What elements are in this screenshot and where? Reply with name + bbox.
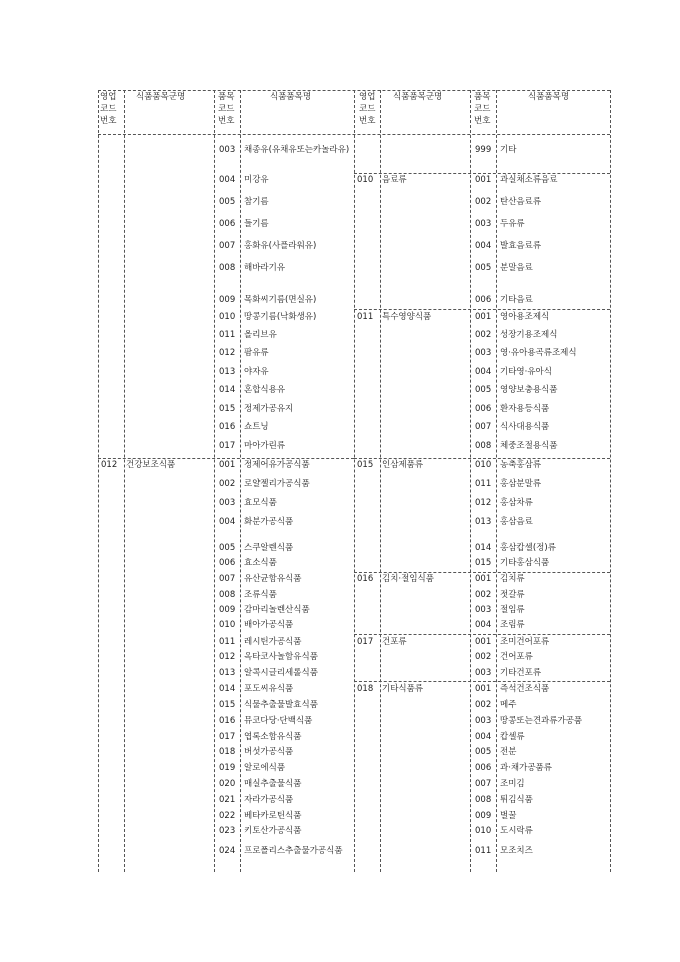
item-code: 011 — [219, 637, 236, 647]
item-code: 012 — [219, 348, 236, 358]
item-code: 014 — [219, 684, 236, 694]
item-name: 발효음료류 — [500, 241, 542, 251]
group-name: 특수영양식품 — [382, 312, 432, 322]
item-name: 전분 — [500, 747, 517, 757]
item-code: 007 — [219, 574, 236, 584]
item-code: 003 — [475, 348, 492, 358]
item-code: 016 — [219, 716, 236, 726]
item-code: 022 — [219, 811, 236, 821]
item-name: 식물추출물발효식품 — [244, 700, 318, 710]
item-name: 올리브유 — [244, 330, 277, 340]
item-name: 기타 — [500, 145, 517, 155]
item-name: 젓갈류 — [500, 590, 525, 600]
item-code: 006 — [475, 763, 492, 773]
item-name: 과실채소류음료 — [500, 175, 558, 185]
header-code-line1: 영업 — [359, 92, 376, 102]
item-name: 미강유 — [244, 175, 269, 185]
column-divider — [496, 90, 497, 872]
item-name: 엽록소함유식품 — [244, 732, 302, 742]
item-code: 007 — [219, 241, 236, 251]
item-code: 007 — [475, 779, 492, 789]
item-code: 014 — [219, 385, 236, 395]
group-separator — [354, 309, 610, 310]
item-name: 홍화유(사플라워유) — [244, 241, 317, 251]
item-name: 기타홍삼식품 — [500, 558, 550, 568]
item-code: 020 — [219, 779, 236, 789]
item-name: 효모식품 — [244, 498, 277, 508]
item-code: 011 — [219, 330, 236, 340]
header-item-code-line3: 번호 — [474, 116, 491, 126]
item-name: 혼합식용유 — [244, 385, 286, 395]
item-name: 조림류 — [500, 620, 525, 630]
item-name: 자라가공식품 — [244, 795, 294, 805]
header-code-line3: 번호 — [359, 116, 376, 126]
item-code: 006 — [219, 219, 236, 229]
item-code: 011 — [475, 846, 492, 856]
item-code: 010 — [475, 460, 492, 470]
item-name: 버섯가공식품 — [244, 747, 294, 757]
item-code: 004 — [475, 241, 492, 251]
item-name: 들기름 — [244, 219, 269, 229]
item-name: 베타카로틴식품 — [244, 811, 302, 821]
group-code: 017 — [357, 637, 374, 647]
group-separator — [354, 681, 610, 682]
item-code: 003 — [475, 605, 492, 615]
item-code: 002 — [475, 330, 492, 340]
item-code: 018 — [219, 747, 236, 757]
item-code: 005 — [475, 747, 492, 757]
item-code: 009 — [219, 605, 236, 615]
item-name: 야자유 — [244, 367, 269, 377]
item-code: 001 — [219, 460, 236, 470]
group-separator — [98, 458, 354, 459]
item-name: 조류식품 — [244, 590, 277, 600]
item-code: 013 — [219, 367, 236, 377]
item-code: 002 — [219, 479, 236, 489]
item-name: 체중조절용식품 — [500, 441, 558, 451]
item-name: 메주 — [500, 700, 517, 710]
item-code: 003 — [475, 219, 492, 229]
item-name: 정제가공유지 — [244, 404, 294, 414]
item-name: 영·유아용곡류조제식 — [500, 348, 577, 358]
item-code: 013 — [475, 517, 492, 527]
item-name: 레시틴가공식품 — [244, 637, 302, 647]
header-item-code-line3: 번호 — [218, 116, 235, 126]
header-code-line1: 영업 — [100, 92, 117, 102]
item-code: 006 — [475, 295, 492, 305]
header-bottom-rule — [98, 134, 610, 135]
item-code: 015 — [219, 700, 236, 710]
item-name: 과·채가공품류 — [500, 763, 552, 773]
header-item-code-line2: 코드 — [218, 104, 235, 114]
item-code: 008 — [219, 263, 236, 273]
item-name: 배아가공식품 — [244, 620, 294, 630]
item-name: 기타영·유아식 — [500, 367, 552, 377]
item-name: 팜유류 — [244, 348, 269, 358]
group-name: 음료류 — [382, 175, 407, 185]
item-name: 마아가린류 — [244, 441, 286, 451]
item-code: 012 — [475, 498, 492, 508]
item-code: 999 — [475, 145, 492, 155]
item-code: 001 — [475, 175, 492, 185]
item-name: 프로폴리스추출물가공식품 — [244, 846, 343, 856]
item-name: 김치류 — [500, 574, 525, 584]
item-name: 영양보충용식품 — [500, 385, 558, 395]
item-name: 도시락류 — [500, 826, 533, 836]
item-name: 식사대용식품 — [500, 422, 550, 432]
item-code: 003 — [219, 145, 236, 155]
item-code: 004 — [475, 732, 492, 742]
item-name: 포도씨유식품 — [244, 684, 294, 694]
header-group-name: 식품품목군명 — [136, 92, 186, 102]
group-code: 011 — [357, 312, 374, 322]
item-name: 참기름 — [244, 197, 269, 207]
item-code: 001 — [475, 684, 492, 694]
group-name: 건포류 — [382, 637, 407, 647]
group-code: 016 — [357, 574, 374, 584]
item-name: 홍삼캅셀(정)류 — [500, 543, 556, 553]
item-code: 002 — [475, 700, 492, 710]
item-code: 006 — [475, 404, 492, 414]
item-name: 키토산가공식품 — [244, 826, 302, 836]
item-code: 024 — [219, 846, 236, 856]
header-item-name: 식품품목명 — [528, 92, 570, 102]
item-code: 017 — [219, 732, 236, 742]
group-code: 012 — [101, 460, 118, 470]
column-divider — [240, 90, 241, 872]
item-name: 절임류 — [500, 605, 525, 615]
item-code: 005 — [219, 543, 236, 553]
header-code-line3: 번호 — [100, 116, 117, 126]
item-code: 015 — [219, 404, 236, 414]
item-code: 004 — [475, 620, 492, 630]
header-code-line2: 코드 — [100, 104, 117, 114]
column-divider — [380, 90, 381, 872]
item-code: 001 — [475, 574, 492, 584]
item-code: 002 — [475, 652, 492, 662]
group-separator — [354, 634, 610, 635]
item-name: 모조치즈 — [500, 846, 533, 856]
item-code: 003 — [219, 498, 236, 508]
header-item-name: 식품품목명 — [270, 92, 312, 102]
group-separator — [354, 572, 610, 573]
header-item-code-line2: 코드 — [474, 104, 491, 114]
item-code: 023 — [219, 826, 236, 836]
group-code: 010 — [357, 175, 374, 185]
header-item-code-line1: 품목 — [474, 92, 491, 102]
item-name: 목화씨기름(면실유) — [244, 295, 317, 305]
item-code: 008 — [475, 795, 492, 805]
item-name: 즉석건조식품 — [500, 684, 550, 694]
table-top-rule — [98, 90, 610, 91]
item-name: 매실추출물식품 — [244, 779, 302, 789]
item-name: 땅콩또는견과류가공품 — [500, 716, 583, 726]
item-code: 010 — [219, 312, 236, 322]
item-code: 013 — [219, 668, 236, 678]
item-code: 008 — [219, 590, 236, 600]
item-name: 감마리놀렌산식품 — [244, 605, 310, 615]
item-name: 캅셀류 — [500, 732, 525, 742]
item-name: 유산균함유식품 — [244, 574, 302, 584]
item-code: 003 — [475, 668, 492, 678]
item-code: 004 — [219, 175, 236, 185]
item-code: 001 — [475, 312, 492, 322]
item-code: 019 — [219, 763, 236, 773]
item-code: 005 — [475, 385, 492, 395]
item-name: 성장기용조제식 — [500, 330, 558, 340]
item-code: 017 — [219, 441, 236, 451]
item-code: 009 — [219, 295, 236, 305]
item-name: 벌꿀 — [500, 811, 517, 821]
group-name: 건강보조식품 — [126, 460, 176, 470]
item-code: 005 — [475, 263, 492, 273]
item-name: 화분가공식품 — [244, 517, 294, 527]
item-name: 두유류 — [500, 219, 525, 229]
item-name: 효소식품 — [244, 558, 277, 568]
item-name: 탄산음료류 — [500, 197, 542, 207]
item-name: 홍삼음료 — [500, 517, 533, 527]
item-name: 튀김식품 — [500, 795, 533, 805]
item-code: 006 — [219, 558, 236, 568]
header-code-line2: 코드 — [359, 104, 376, 114]
column-divider — [470, 90, 471, 872]
item-name: 농축홍삼류 — [500, 460, 542, 470]
item-name: 기타음료 — [500, 295, 533, 305]
item-code: 007 — [475, 422, 492, 432]
item-name: 건어포류 — [500, 652, 533, 662]
item-name: 알로에식품 — [244, 763, 286, 773]
item-name: 옥타코사놀함유식품 — [244, 652, 318, 662]
item-name: 기타건포류 — [500, 668, 542, 678]
header-item-code-line1: 품목 — [218, 92, 235, 102]
group-name: 김치·절임식품 — [382, 574, 434, 584]
item-name: 알콕시글리세롤식품 — [244, 668, 318, 678]
item-name: 영아용조제식 — [500, 312, 550, 322]
group-separator — [354, 173, 610, 174]
item-name: 쇼트닝 — [244, 422, 269, 432]
item-name: 분말음료 — [500, 263, 533, 273]
item-code: 002 — [475, 197, 492, 207]
item-code: 004 — [475, 367, 492, 377]
item-name: 스쿠알렌식품 — [244, 543, 294, 553]
column-divider — [354, 90, 355, 872]
item-code: 008 — [475, 441, 492, 451]
item-name: 해바라기유 — [244, 263, 286, 273]
header-group-name: 식품품목군명 — [393, 92, 443, 102]
item-code: 010 — [219, 620, 236, 630]
item-code: 012 — [219, 652, 236, 662]
item-name: 뮤코다당·단백식품 — [244, 716, 313, 726]
item-name: 정제어유가공식품 — [244, 460, 310, 470]
item-code: 014 — [475, 543, 492, 553]
group-name: 인삼제품류 — [382, 460, 424, 470]
item-code: 003 — [475, 716, 492, 726]
item-name: 땅콩기름(낙화생유) — [244, 312, 317, 322]
item-name: 로얄젤리가공식품 — [244, 479, 310, 489]
item-code: 015 — [475, 558, 492, 568]
item-code: 004 — [219, 517, 236, 527]
group-separator — [354, 458, 610, 459]
item-name: 조미건어포류 — [500, 637, 550, 647]
item-code: 001 — [475, 637, 492, 647]
item-code: 005 — [219, 197, 236, 207]
item-name: 홍삼분말류 — [500, 479, 542, 489]
item-code: 016 — [219, 422, 236, 432]
item-code: 021 — [219, 795, 236, 805]
group-code: 015 — [357, 460, 374, 470]
column-divider — [214, 90, 215, 872]
item-name: 조미김 — [500, 779, 525, 789]
item-code: 011 — [475, 479, 492, 489]
item-name: 홍삼차류 — [500, 498, 533, 508]
column-divider — [610, 90, 611, 872]
item-name: 환자용등식품 — [500, 404, 550, 414]
item-code: 009 — [475, 811, 492, 821]
item-code: 002 — [475, 590, 492, 600]
column-divider — [98, 90, 99, 872]
group-name: 기타식품류 — [382, 684, 424, 694]
group-code: 018 — [357, 684, 374, 694]
column-divider — [124, 90, 125, 872]
item-code: 010 — [475, 826, 492, 836]
item-name: 채종유(유채유또는카놀라유) — [244, 145, 350, 155]
